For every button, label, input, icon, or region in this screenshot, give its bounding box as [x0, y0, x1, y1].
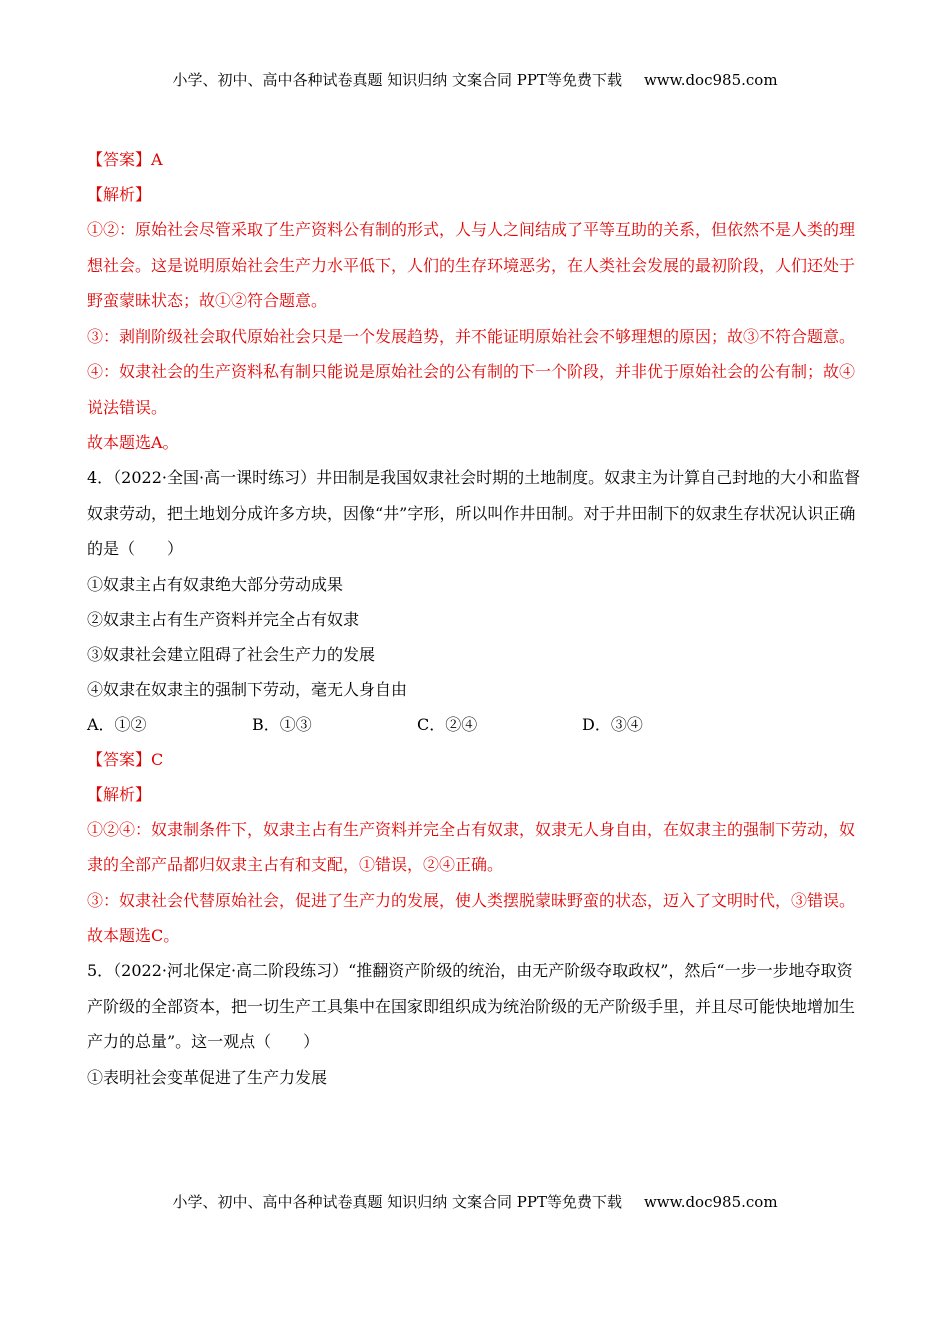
- q4-option-a: A．①②: [87, 714, 147, 734]
- footer-url[interactable]: www.doc985.com: [643, 1193, 778, 1211]
- q4-analysis-p2: ③：奴隶社会代替原始社会，促进了生产力的发展，使人类摆脱蒙昧野蛮的状态，迈入了文明时代，③错误。: [87, 890, 856, 910]
- page-content: [87, 142, 862, 1095]
- q4-item: ②奴隶主占有生产资料并完全占有奴隶: [87, 609, 360, 629]
- q4-item: ④奴隶在奴隶主的强制下劳动，毫无人身自由: [87, 679, 408, 699]
- q5-item: ①表明社会变革促进了生产力发展: [87, 1067, 328, 1087]
- q4-option-d: D．③④: [582, 714, 643, 734]
- page-footer: [0, 1191, 950, 1212]
- q4-options: [87, 707, 862, 742]
- q3-analysis-p3: ④：奴隶社会的生产资料私有制只能说是原始社会的公有制的下一个阶段，并非优于原始社会的公有制；故④说法错误。: [87, 362, 856, 417]
- page-header: [0, 69, 950, 90]
- q4-item: ①奴隶主占有奴隶绝大部分劳动成果: [87, 574, 344, 594]
- footer-text: 小学、初中、高中各种试卷真题 知识归纳 文案合同 PPT等免费下载: [172, 1193, 622, 1211]
- q4-option-b: B．①③: [252, 714, 312, 734]
- header-url[interactable]: www.doc985.com: [643, 71, 778, 89]
- q3-analysis-p2: ③：剥削阶级社会取代原始社会只是一个发展趋势，并不能证明原始社会不够理想的原因；故③不符合题意。: [87, 326, 856, 346]
- q3-analysis-p1: ①②：原始社会尽管采取了生产资料公有制的形式，人与人之间结成了平等互助的关系，但依然不是人类的理想社会。这是说明原始社会生产力水平低下，人们的生存环境恶劣，在人类社会发展的最初阶段，人们还处于野蛮蒙昧状态；故①②符合题意。: [87, 220, 856, 310]
- q4-answer: 【答案】C: [87, 749, 164, 769]
- q4-option-c: C．②④: [417, 714, 478, 734]
- q4-analysis-p1: ①②④：奴隶制条件下，奴隶主占有生产资料并完全占有奴隶，奴隶无人身自由，在奴隶主的强制下劳动，奴隶的全部产品都归奴隶主占有和支配，①错误，②④正确。: [87, 819, 856, 874]
- header-text: 小学、初中、高中各种试卷真题 知识归纳 文案合同 PPT等免费下载: [172, 71, 622, 89]
- q4-stem: 4．（2022·全国·高一课时练习）井田制是我国奴隶社会时期的土地制度。奴隶主为计算自己封地的大小和监督奴隶劳动，把土地划分成许多方块，因像“井”字形，所以叫作井田制。对于井田制下的奴隶生存状况认识正确的是（ ）: [87, 468, 861, 558]
- q4-conclusion: 故本题选C。: [87, 926, 180, 945]
- q5-stem: 5．（2022·河北保定·高二阶段练习）“推翻资产阶级的统治，由无产阶级夺取政权”，然后“一步一步地夺取资产阶级的全部资本，把一切生产工具集中在国家即组织成为统治阶级的无产阶级手里，并且尽可能快地增加生产力的总量”。这一观点（ ）: [87, 961, 856, 1051]
- q3-conclusion: 故本题选A。: [87, 433, 179, 452]
- q4-item: ③奴隶社会建立阻碍了社会生产力的发展: [87, 644, 376, 664]
- q3-answer: 【答案】A: [87, 150, 163, 169]
- q3-analysis-label: 【解析】: [87, 185, 152, 204]
- q4-analysis-label: 【解析】: [87, 784, 152, 804]
